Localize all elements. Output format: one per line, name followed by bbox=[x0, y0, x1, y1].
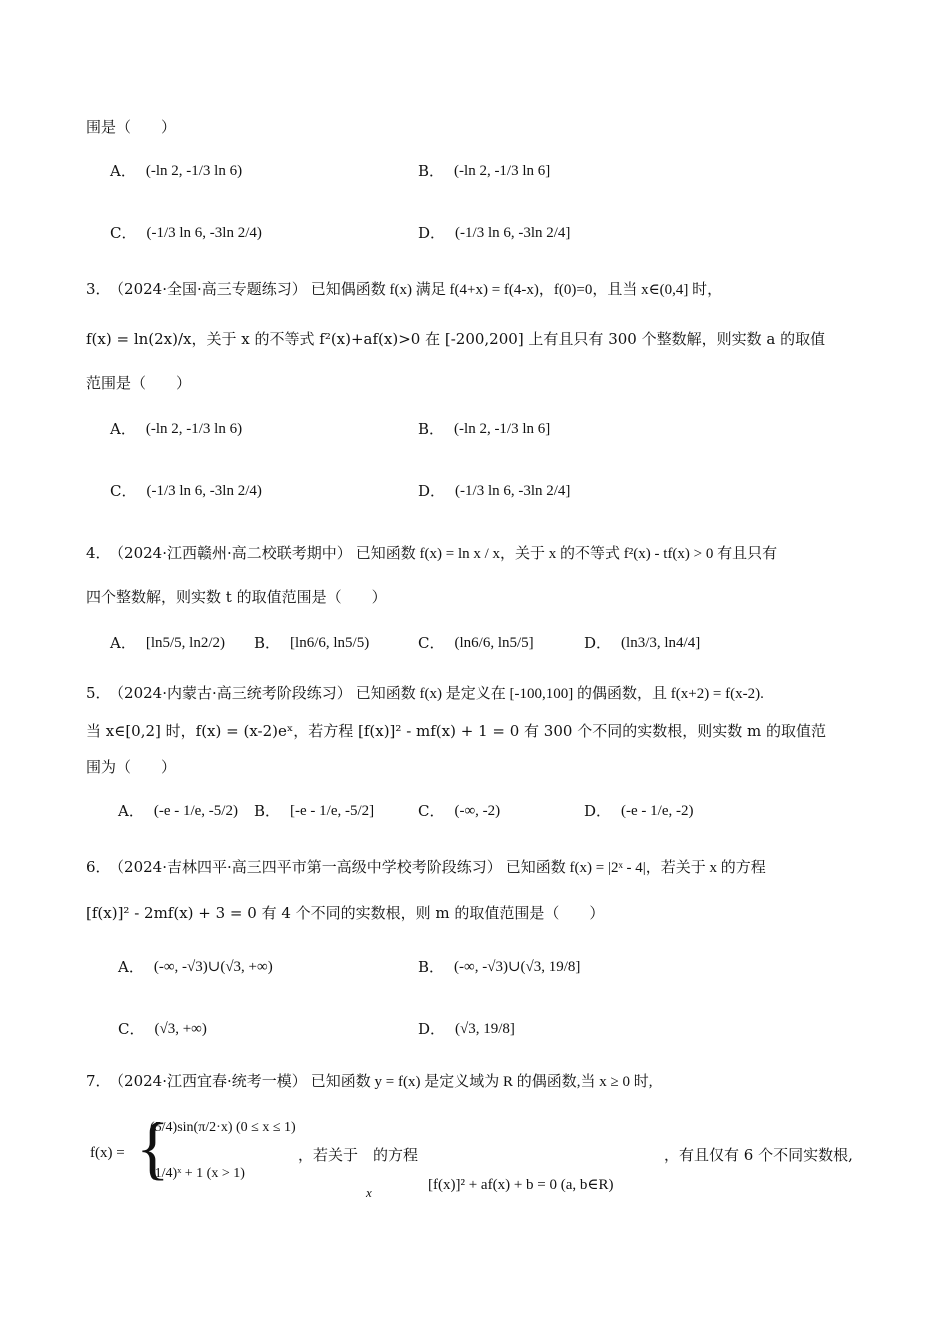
q7-piece-2: (1/4)ˣ + 1 (x > 1) bbox=[150, 1166, 245, 1181]
q7-line1: 7． （2024·江西宜春·统考一模） 已知函数 y = f(x) 是定义域为 R 的偶函数,当 x ≥ 0 时, bbox=[86, 1072, 653, 1090]
q6-line2: [f(x)]² - 2mf(x) + 3 = 0 有 4 个不同的实数根，则 m 的取值范围是（ ） bbox=[86, 904, 605, 922]
q5-option-d[interactable]: D． (-e - 1/e, -2) bbox=[584, 802, 694, 820]
q6-option-b[interactable]: B． (-∞, -√3)∪(√3, 19/8] bbox=[418, 958, 581, 976]
q2-option-b[interactable]: B． (-ln 2, -1/3 ln 6] bbox=[418, 162, 551, 180]
q4-line1: 4． （2024·江西赣州·高二校联考期中） 已知函数 f(x) = ln x / x，关于 x 的不等式 f²(x) - tf(x) > 0 有且只有 bbox=[86, 544, 778, 562]
q2-option-d[interactable]: D． (-1/3 ln 6, -3ln 2/4] bbox=[418, 224, 571, 242]
q7-mid: ，若关于 的方程 bbox=[298, 1146, 419, 1164]
q2-option-a[interactable]: A． (-ln 2, -1/3 ln 6) bbox=[110, 162, 243, 180]
q7-piece-1: (5/4)sin(π/2·x) (0 ≤ x ≤ 1) bbox=[150, 1120, 296, 1135]
q5-option-b[interactable]: B． [-e - 1/e, -5/2] bbox=[254, 802, 375, 820]
q4-option-d[interactable]: D． (ln3/3, ln4/4] bbox=[584, 634, 701, 652]
q6-option-d[interactable]: D． (√3, 19/8] bbox=[418, 1020, 515, 1038]
q5-line2: 当 x∈[0,2] 时，f(x) = (x-2)eˣ，若方程 [f(x)]² - mf(x) + 1 = 0 有 300 个不同的实数根，则实数 m 的取值范 bbox=[86, 722, 826, 740]
q3-option-b[interactable]: B． (-ln 2, -1/3 ln 6] bbox=[418, 420, 551, 438]
q4-line2: 四个整数解，则实数 t 的取值范围是（ ） bbox=[86, 588, 387, 606]
q5-option-c[interactable]: C． (-∞, -2) bbox=[418, 802, 501, 820]
piecewise-brace: { bbox=[136, 1110, 170, 1187]
q2-option-c[interactable]: C． (-1/3 ln 6, -3ln 2/4) bbox=[110, 224, 262, 242]
q7-var-x: x bbox=[366, 1185, 372, 1200]
q4-option-a[interactable]: A． [ln5/5, ln2/2) bbox=[110, 634, 226, 652]
q4-option-b[interactable]: B． [ln6/6, ln5/5) bbox=[254, 634, 370, 652]
q4-option-c[interactable]: C． (ln6/6, ln5/5] bbox=[418, 634, 534, 652]
q3-line3: 范围是（ ） bbox=[86, 374, 192, 392]
q2-tail: 围是（ ） bbox=[86, 118, 177, 136]
q6-option-a[interactable]: A． (-∞, -√3)∪(√3, +∞) bbox=[118, 958, 273, 976]
q5-line1: 5． （2024·内蒙古·高三统考阶段练习） 已知函数 f(x) 是定义在 [-100,100] 的偶函数，且 f(x+2) = f(x-2). bbox=[86, 684, 764, 702]
q3-option-a[interactable]: A． (-ln 2, -1/3 ln 6) bbox=[110, 420, 243, 438]
q3-line1: 3． （2024·全国·高三专题练习） 已知偶函数 f(x) 满足 f(4+x) = f(4-x)，f(0)=0，且当 x∈(0,4] 时， bbox=[86, 280, 723, 298]
q3-option-c[interactable]: C． (-1/3 ln 6, -3ln 2/4) bbox=[110, 482, 262, 500]
q3-option-d[interactable]: D． (-1/3 ln 6, -3ln 2/4] bbox=[418, 482, 571, 500]
q7-equation: [f(x)]² + af(x) + b = 0 (a, b∈R) bbox=[428, 1177, 614, 1193]
q5-option-a[interactable]: A． (-e - 1/e, -5/2) bbox=[118, 802, 238, 820]
q6-option-c[interactable]: C． (√3, +∞) bbox=[118, 1020, 207, 1038]
q3-line2: f(x) = ln(2x)/x，关于 x 的不等式 f²(x)+af(x)>0 在 [-200,200] 上有且只有 300 个整数解，则实数 a 的取值 bbox=[86, 330, 826, 348]
q6-line1: 6． （2024·吉林四平·高三四平市第一高级中学校考阶段练习） 已知函数 f(x) = |2ˣ - 4|，若关于 x 的方程 bbox=[86, 858, 766, 876]
q5-line3: 围为（ ） bbox=[86, 758, 177, 776]
q7-fx-label: f(x) = bbox=[90, 1145, 125, 1161]
q7-tail: ，有且仅有 6 个不同实数根, bbox=[664, 1146, 853, 1164]
